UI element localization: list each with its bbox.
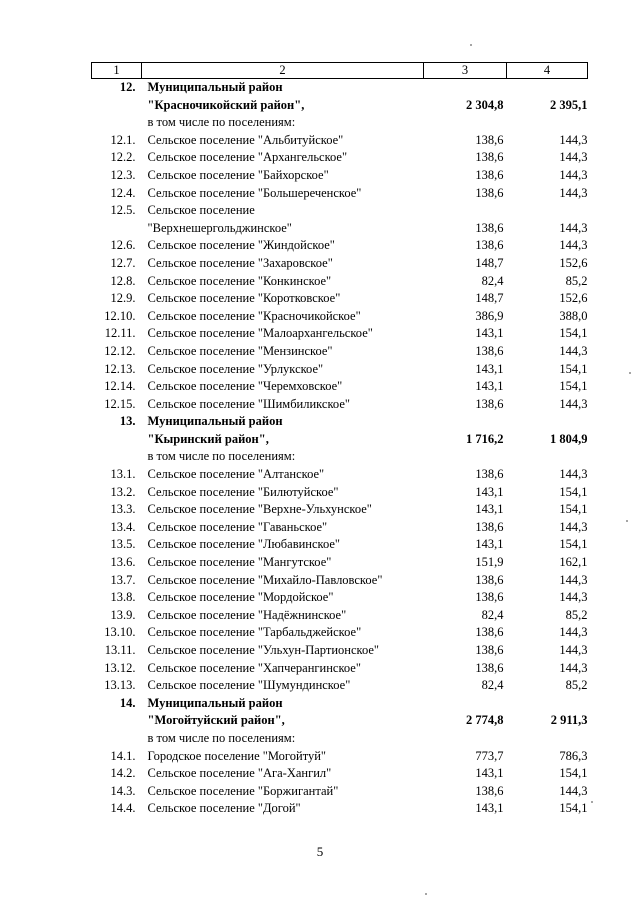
row-number: 13.5.	[110, 537, 136, 552]
row-name: Сельское поселение "Алтанское"	[147, 467, 325, 482]
table-header	[92, 63, 588, 79]
row-number: 14.4.	[110, 801, 136, 816]
row-value-col3: 82,4	[481, 607, 504, 622]
row-value-col3: 138,6	[475, 783, 504, 798]
row-value-col4: 154,1	[559, 801, 588, 816]
row-number	[92, 712, 142, 730]
header-col-4: 4	[507, 63, 588, 79]
row-number: 12.7.	[110, 255, 136, 270]
row-value-col4: 144,3	[559, 590, 588, 605]
row-value-col4: 786,3	[559, 748, 588, 763]
row-value-col3: 138,6	[475, 467, 504, 482]
row-value-col4: 1 804,9	[550, 431, 588, 446]
row-name: Сельское поселение "Альбитуйское"	[147, 132, 344, 147]
row-name: Сельское поселение "Шумундинское"	[147, 678, 351, 693]
row-value-col4: 144,3	[559, 643, 588, 657]
row-name: Муниципальный район	[147, 80, 283, 94]
row-value-col3: 151,9	[475, 555, 504, 570]
row-number: 13.11.	[104, 643, 136, 657]
table-row	[92, 308, 588, 326]
table-row	[92, 79, 588, 97]
row-value-col4: 388,0	[559, 308, 588, 323]
row-number: 12.15.	[104, 396, 136, 411]
row-number: 13.13.	[104, 678, 136, 693]
row-value-col3: 138,6	[475, 132, 504, 147]
row-name: Муниципальный район	[147, 695, 283, 710]
row-number: 14.2.	[110, 766, 136, 781]
row-value-col4: 162,1	[559, 555, 588, 570]
row-value-col3: 138,6	[475, 590, 504, 605]
row-value-col4: 154,1	[559, 326, 588, 341]
row-number	[92, 448, 142, 466]
row-value-col4: 144,3	[559, 238, 588, 253]
row-number: 13.	[119, 414, 136, 429]
row-value-col3: 143,1	[475, 801, 504, 816]
row-name: в том числе по поселениям:	[147, 449, 296, 464]
row-name: Сельское поселение "Ульхун-Партионское"	[147, 643, 380, 657]
row-value-col4: 144,3	[559, 150, 588, 165]
row-value-col4: 154,1	[559, 537, 588, 552]
row-value-col3: 143,1	[475, 326, 504, 341]
row-value-col3	[424, 202, 507, 220]
scan-speck	[626, 520, 628, 522]
row-name: "Кыринский район",	[147, 431, 269, 446]
row-name: Сельское поселение "Тарбальджейское"	[147, 625, 362, 640]
row-value-col4: 144,3	[559, 396, 588, 411]
table-row	[92, 220, 588, 238]
row-name: Сельское поселение "Архангельское"	[147, 150, 348, 165]
row-name: Сельское поселение "Захаровское"	[147, 255, 333, 270]
row-value-col3: 82,4	[481, 678, 504, 693]
row-number: 14.	[119, 695, 136, 710]
row-name: Сельское поселение "Михайло-Павловское"	[147, 572, 383, 587]
row-value-col4: 154,1	[559, 502, 588, 517]
row-value-col3: 386,9	[475, 308, 504, 323]
row-value-col3: 138,6	[475, 167, 504, 182]
table-row	[92, 572, 588, 590]
row-name: Сельское поселение "Большереченское"	[147, 185, 362, 200]
scan-speck	[629, 372, 631, 374]
row-value-col3: 143,1	[475, 484, 504, 499]
table-row	[92, 361, 588, 379]
row-value-col4: 144,3	[559, 572, 588, 587]
row-value-col3: 138,6	[475, 185, 504, 200]
table-row	[92, 501, 588, 519]
row-name: Сельское поселение "Билютуйское"	[147, 484, 339, 499]
table-row	[92, 607, 588, 625]
row-number: 12.14.	[104, 379, 136, 394]
row-number: 12.9.	[110, 291, 136, 306]
row-value-col4	[507, 413, 588, 431]
row-value-col3: 2 774,8	[466, 713, 504, 728]
table-row	[92, 624, 588, 642]
row-value-col3: 138,6	[475, 660, 504, 675]
table-row	[92, 466, 588, 484]
row-value-col4: 85,2	[565, 607, 588, 622]
row-name: Сельское поселение "Урлукское"	[147, 361, 324, 376]
row-number: 13.2.	[110, 484, 136, 499]
table-row	[92, 97, 588, 115]
row-number: 12.6.	[110, 238, 136, 253]
row-name: Сельское поселение "Ага-Хангил"	[147, 766, 332, 781]
table-row	[92, 396, 588, 414]
row-value-col4	[507, 695, 588, 713]
row-number: 14.3.	[110, 783, 136, 798]
row-value-col4: 154,1	[559, 379, 588, 394]
row-value-col4: 144,3	[559, 625, 588, 640]
table-body	[92, 79, 588, 818]
row-value-col3: 143,1	[475, 502, 504, 517]
row-number: 13.8.	[110, 590, 136, 605]
row-name: "Могойтуйский район",	[147, 713, 285, 728]
row-value-col3: 138,6	[475, 150, 504, 165]
row-value-col3: 138,6	[475, 220, 504, 235]
row-value-col3	[424, 114, 507, 132]
table-row	[92, 255, 588, 273]
row-name: Сельское поселение "Гаваньское"	[147, 519, 328, 534]
table-row	[92, 413, 588, 431]
table-row	[92, 554, 588, 572]
row-name: в том числе по поселениям:	[147, 730, 296, 745]
row-number: 12.11.	[104, 326, 136, 341]
table-row	[92, 114, 588, 132]
row-number: 13.7.	[110, 572, 136, 587]
row-value-col4: 144,3	[559, 185, 588, 200]
row-value-col3: 143,1	[475, 537, 504, 552]
row-name: Сельское поселение "Любавинское"	[147, 537, 341, 552]
row-number	[92, 730, 142, 748]
row-value-col4: 144,3	[559, 343, 588, 358]
row-name: Сельское поселение "Боржигантай"	[147, 783, 339, 798]
table-row	[92, 149, 588, 167]
row-number: 13.12.	[104, 660, 136, 675]
row-value-col4	[507, 202, 588, 220]
page-number: 5	[316, 844, 324, 859]
row-value-col4: 154,1	[559, 766, 588, 781]
table-row	[92, 343, 588, 361]
row-name: Сельское поселение	[147, 203, 255, 218]
row-value-col4: 144,3	[559, 132, 588, 147]
row-value-col3: 143,1	[475, 361, 504, 376]
row-value-col3	[424, 730, 507, 748]
row-number: 13.9.	[110, 607, 136, 622]
table-row	[92, 237, 588, 255]
table-row	[92, 378, 588, 396]
table-row	[92, 290, 588, 308]
scan-speck	[470, 44, 472, 46]
scan-speck	[591, 801, 593, 803]
table-row	[92, 484, 588, 502]
table-row	[92, 325, 588, 343]
header-col-2: 2	[142, 63, 424, 79]
row-name: Сельское поселение "Конкинское"	[147, 273, 332, 288]
row-number: 12.2.	[110, 150, 136, 165]
row-name: Сельское поселение "Шимбиликское"	[147, 396, 350, 411]
row-name: Сельское поселение "Мордойское"	[147, 590, 334, 605]
row-value-col4	[507, 79, 588, 97]
row-value-col3	[424, 79, 507, 97]
row-value-col3: 138,6	[475, 625, 504, 640]
table-row	[92, 167, 588, 185]
scan-speck	[425, 893, 427, 895]
table-row	[92, 695, 588, 713]
row-value-col3: 148,7	[475, 291, 504, 306]
row-value-col4: 85,2	[565, 678, 588, 693]
table-row	[92, 677, 588, 695]
table-row	[92, 132, 588, 150]
row-number: 13.1.	[110, 467, 136, 482]
table-row	[92, 589, 588, 607]
row-value-col3: 148,7	[475, 255, 504, 270]
table-row	[92, 536, 588, 554]
row-value-col3: 138,6	[475, 519, 504, 534]
row-value-col4	[507, 448, 588, 466]
row-number	[92, 114, 142, 132]
row-value-col4: 2 911,3	[550, 713, 588, 728]
row-value-col3: 138,6	[475, 343, 504, 358]
row-value-col4	[507, 114, 588, 132]
header-col-1: 1	[92, 63, 142, 79]
table-row	[92, 783, 588, 801]
row-name: Сельское поселение "Надёжнинское"	[147, 607, 347, 622]
row-name: Сельское поселение "Черемховское"	[147, 379, 343, 394]
row-name: Сельское поселение "Коротковское"	[147, 291, 341, 306]
row-number	[92, 220, 142, 238]
table-row	[92, 519, 588, 537]
row-name: Сельское поселение "Байхорское"	[147, 167, 329, 182]
row-value-col4: 144,3	[559, 220, 588, 235]
header-col-3: 3	[424, 63, 507, 79]
row-number: 13.10.	[104, 625, 136, 640]
row-number: 12.8.	[110, 273, 136, 288]
row-name: Муниципальный район	[147, 414, 283, 429]
row-value-col3: 138,6	[475, 396, 504, 411]
row-value-col4: 144,3	[559, 467, 588, 482]
budget-table	[91, 62, 588, 818]
row-value-col4: 154,1	[559, 361, 588, 376]
row-value-col3: 138,6	[475, 643, 504, 657]
row-number: 13.6.	[110, 555, 136, 570]
row-value-col3: 138,6	[475, 238, 504, 253]
row-value-col3	[424, 413, 507, 431]
row-name: Сельское поселение "Мангутское"	[147, 555, 332, 570]
row-value-col4: 154,1	[559, 484, 588, 499]
row-name: Сельское поселение "Хапчерангинское"	[147, 660, 361, 675]
table-row	[92, 448, 588, 466]
row-name: "Красночикойский район",	[147, 97, 305, 112]
row-name: Сельское поселение "Красночикойское"	[147, 308, 361, 323]
row-value-col4: 152,6	[559, 255, 588, 270]
row-name: Сельское поселение "Догой"	[147, 801, 301, 816]
row-value-col4: 144,3	[559, 660, 588, 675]
row-number: 12.3.	[110, 167, 136, 182]
row-value-col4: 152,6	[559, 291, 588, 306]
row-number: 12.12.	[104, 343, 136, 358]
row-number	[92, 431, 142, 449]
row-value-col3: 1 716,2	[466, 431, 504, 446]
row-value-col3	[424, 695, 507, 713]
table-row	[92, 730, 588, 748]
table-row	[92, 800, 588, 818]
row-name: в том числе по поселениям:	[147, 115, 296, 130]
row-value-col3: 138,6	[475, 572, 504, 587]
table-row	[92, 273, 588, 291]
row-number: 12.10.	[104, 308, 136, 323]
table-row	[92, 185, 588, 203]
row-number: 12.13.	[104, 361, 136, 376]
row-number: 12.5.	[110, 203, 136, 218]
row-value-col3: 773,7	[475, 748, 504, 763]
row-name: Сельское поселение "Верхне-Ульхунское"	[147, 502, 372, 517]
row-number: 12.4.	[110, 185, 136, 200]
row-value-col3: 143,1	[475, 379, 504, 394]
row-value-col3: 143,1	[475, 766, 504, 781]
row-number	[92, 97, 142, 115]
row-name: Сельское поселение "Малоархангельское"	[147, 326, 373, 341]
row-number: 14.1.	[110, 748, 136, 763]
row-name: Сельское поселение "Жиндойское"	[147, 238, 335, 253]
row-number: 13.4.	[110, 519, 136, 534]
row-number: 13.3.	[110, 502, 136, 517]
row-value-col4: 85,2	[565, 273, 588, 288]
row-name: Сельское поселение "Мензинское"	[147, 343, 333, 358]
table-row	[92, 748, 588, 766]
table-row	[92, 202, 588, 220]
table-row	[92, 765, 588, 783]
row-number: 12.1.	[110, 132, 136, 147]
row-value-col4	[507, 730, 588, 748]
table-row	[92, 712, 588, 730]
row-number: 12.	[119, 80, 136, 94]
table-row	[92, 431, 588, 449]
row-value-col4: 144,3	[559, 519, 588, 534]
row-name: "Верхнешергольджинское"	[147, 220, 292, 235]
row-value-col3	[424, 448, 507, 466]
table-row	[92, 660, 588, 678]
table-row	[92, 642, 588, 660]
row-value-col4: 144,3	[559, 167, 588, 182]
row-name: Городское поселение "Могойтуй"	[147, 748, 327, 763]
row-value-col4: 144,3	[559, 783, 588, 798]
row-value-col3: 82,4	[481, 273, 504, 288]
row-value-col3: 2 304,8	[466, 97, 504, 112]
row-value-col4: 2 395,1	[550, 97, 588, 112]
